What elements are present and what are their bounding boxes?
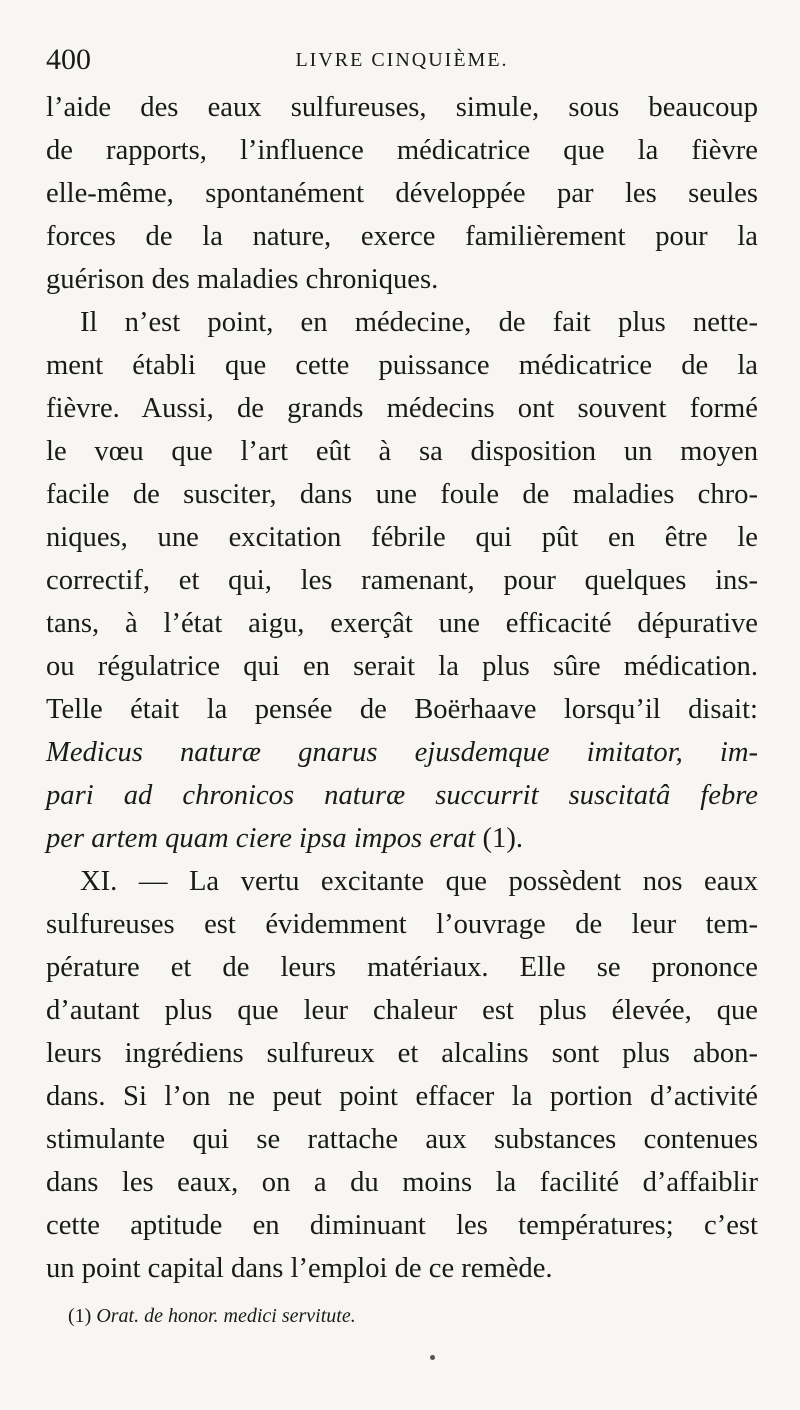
latin-quote-line: pari ad chronicos naturæ succurrit suscitatâ febre: [46, 780, 758, 811]
text-line: d’autant plus que leur chaleur est plus élevée, que: [46, 995, 758, 1026]
latin-quote-line: Medicus naturæ gnarus ejusdemque imitator, im-: [46, 737, 758, 768]
latin-quote-line-final: [46, 817, 758, 860]
text-line: ou régulatrice qui en serait la plus sûre médication.: [46, 651, 758, 682]
text-line: guérison des maladies chroniques.: [46, 264, 439, 295]
footnote-text: Orat. de honor. medici servitute.: [96, 1305, 356, 1327]
page-number: 400: [46, 43, 91, 76]
paragraph-2: [46, 301, 758, 860]
paragraph-1: [46, 86, 758, 301]
text-line: niques, une excitation fébrile qui pût en être le: [46, 522, 758, 553]
text-line: de rapports, l’influence médicatrice que la fièvre: [46, 135, 758, 166]
text-line: tans, à l’état aigu, exerçât une efficacité dépurative: [46, 608, 758, 639]
footnote-marker: (1): [68, 1305, 92, 1327]
text-line: cette aptitude en diminuant les températures; c’est: [46, 1210, 758, 1241]
latin-quote-text: per artem quam ciere ipsa impos erat: [46, 823, 476, 854]
text-line: facile de susciter, dans une foule de maladies chro-: [46, 479, 758, 510]
body-text: [46, 86, 758, 1290]
text-line: pérature et de leurs matériaux. Elle se prononce: [46, 952, 758, 983]
text-line: leurs ingrédiens sulfureux et alcalins sont plus abon-: [46, 1038, 758, 1069]
text-line: Il n’est point, en médecine, de fait plus nette-: [80, 307, 758, 338]
text-line: un point capital dans l’emploi de ce remède.: [46, 1253, 553, 1284]
footnote: [46, 1300, 758, 1332]
text-line: le vœu que l’art eût à sa disposition un moyen: [46, 436, 758, 467]
footnote-reference: (1).: [475, 823, 524, 854]
text-line: sulfureuses est évidemment l’ouvrage de leur tem-: [46, 909, 758, 940]
book-page: [46, 40, 758, 1390]
text-line: Telle était la pensée de Boërhaave lorsqu’il disait:: [46, 694, 758, 725]
text-line: l’aide des eaux sulfureuses, simule, sous beaucoup: [46, 92, 758, 123]
text-line: stimulante qui se rattache aux substances contenues: [46, 1124, 758, 1155]
text-line: XI. — La vertu excitante que possèdent nos eaux: [80, 866, 758, 897]
text-line: dans. Si l’on ne peut point effacer la portion d’activité: [46, 1081, 758, 1112]
page-header: [46, 40, 758, 86]
text-line: fièvre. Aussi, de grands médecins ont souvent formé: [46, 393, 758, 424]
text-line: correctif, et qui, les ramenant, pour quelques ins-: [46, 565, 758, 596]
paragraph-3: [46, 860, 758, 1290]
text-line: elle-même, spontanément développée par les seules: [46, 178, 758, 209]
running-head: LIVRE CINQUIÈME.: [295, 49, 509, 71]
printer-mark-dot: [430, 1355, 435, 1360]
text-line: ment établi que cette puissance médicatrice de la: [46, 350, 758, 381]
text-line: dans les eaux, on a du moins la facilité d’affaiblir: [46, 1167, 758, 1198]
text-line: forces de la nature, exerce familièrement pour la: [46, 221, 758, 252]
